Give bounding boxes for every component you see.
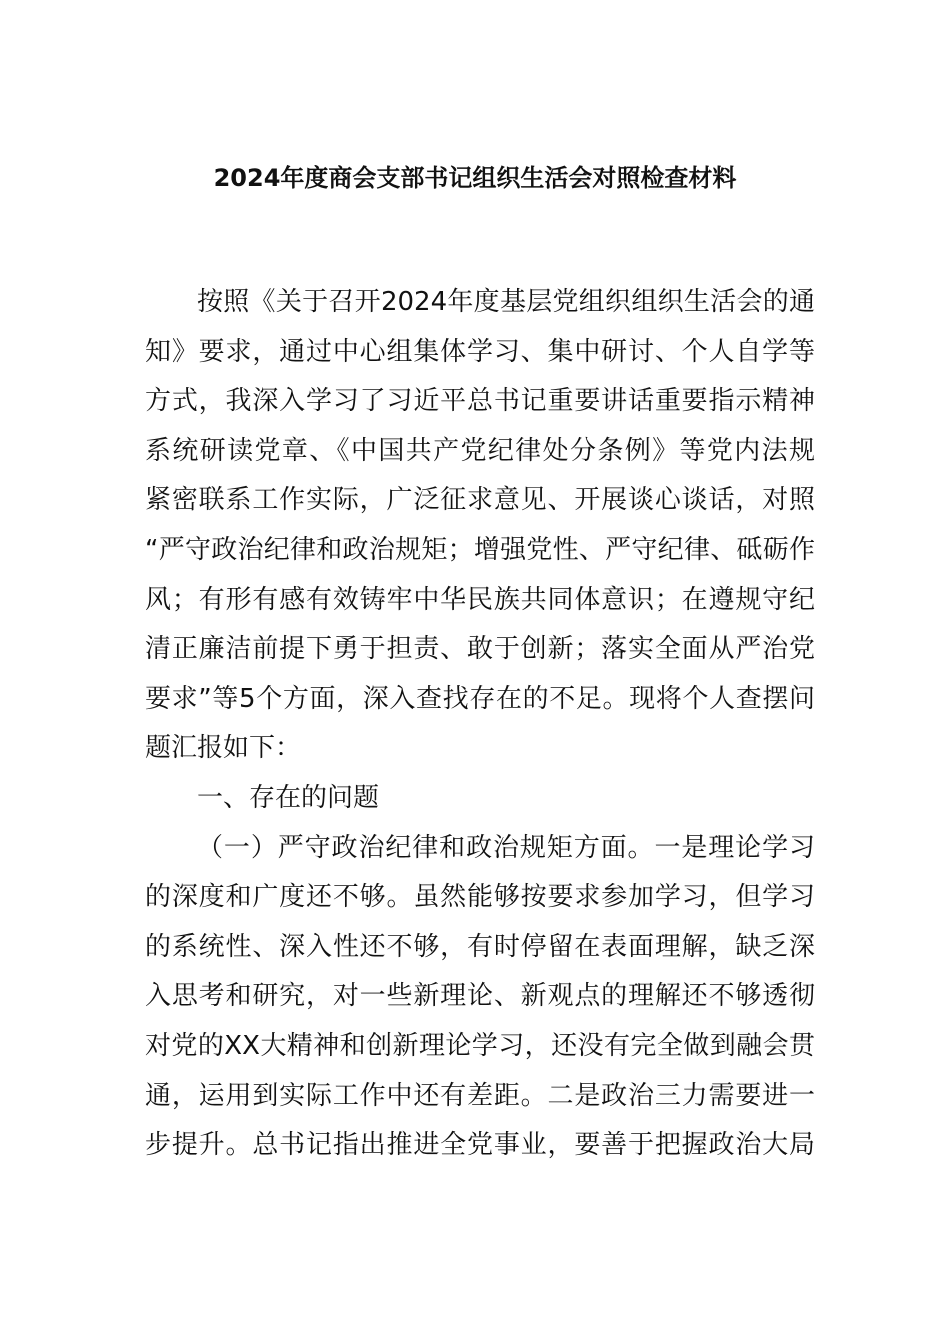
paragraph-line: 的深度和广度还不够。虽然能够按要求参加学习，但学习 xyxy=(145,882,815,913)
paragraph-line: 入思考和研究，对一些新理论、新观点的理解还不够透彻 xyxy=(145,981,815,1012)
paragraph-line: 步提升。总书记指出推进全党事业，要善于把握政治大局 xyxy=(145,1130,815,1161)
document-body xyxy=(145,282,815,1175)
section-heading: 一、存在的问题 xyxy=(197,782,380,813)
paragraph-line: “严守政治纪律和政治规矩；增强党性、严守纪律、砥砺作 xyxy=(145,534,815,565)
document-title: 2024年度商会支部书记组织生活会对照检查材料 xyxy=(213,164,737,192)
paragraph-line: 要求”等5个方面，深入查找存在的不足。现将个人查摆问 xyxy=(145,683,815,714)
paragraph-line: 通，运用到实际工作中还有差距。二是政治三力需要进一 xyxy=(145,1080,815,1111)
paragraph-line: 知》要求，通过中心组集体学习、集中研讨、个人自学等 xyxy=(145,336,815,367)
paragraph-line: 按照《关于召开2024年度基层党组织组织生活会的通 xyxy=(197,287,815,317)
paragraph-line: 系统研读党章、《中国共产党纪律处分条例》等党内法规 xyxy=(145,435,815,466)
paragraph-line: 风；有形有感有效铸牢中华民族共同体意识；在遵规守纪 xyxy=(145,584,815,615)
paragraph-line: 清正廉洁前提下勇于担责、敢于创新；落实全面从严治党 xyxy=(145,634,815,665)
paragraph-line: （一）严守政治纪律和政治规矩方面。一是理论学习 xyxy=(197,832,815,863)
paragraph-line: 的系统性、深入性还不够，有时停留在表面理解，缺乏深 xyxy=(145,931,815,962)
paragraph-line: 对党的XX大精神和创新理论学习，还没有完全做到融会贯 xyxy=(145,1030,815,1061)
paragraph-line: 方式，我深入学习了习近平总书记重要讲话重要指示精神 xyxy=(145,386,815,417)
paragraph-line: 题汇报如下： xyxy=(145,733,302,764)
paragraph-line: 紧密联系工作实际，广泛征求意见、开展谈心谈话，对照 xyxy=(145,485,815,516)
